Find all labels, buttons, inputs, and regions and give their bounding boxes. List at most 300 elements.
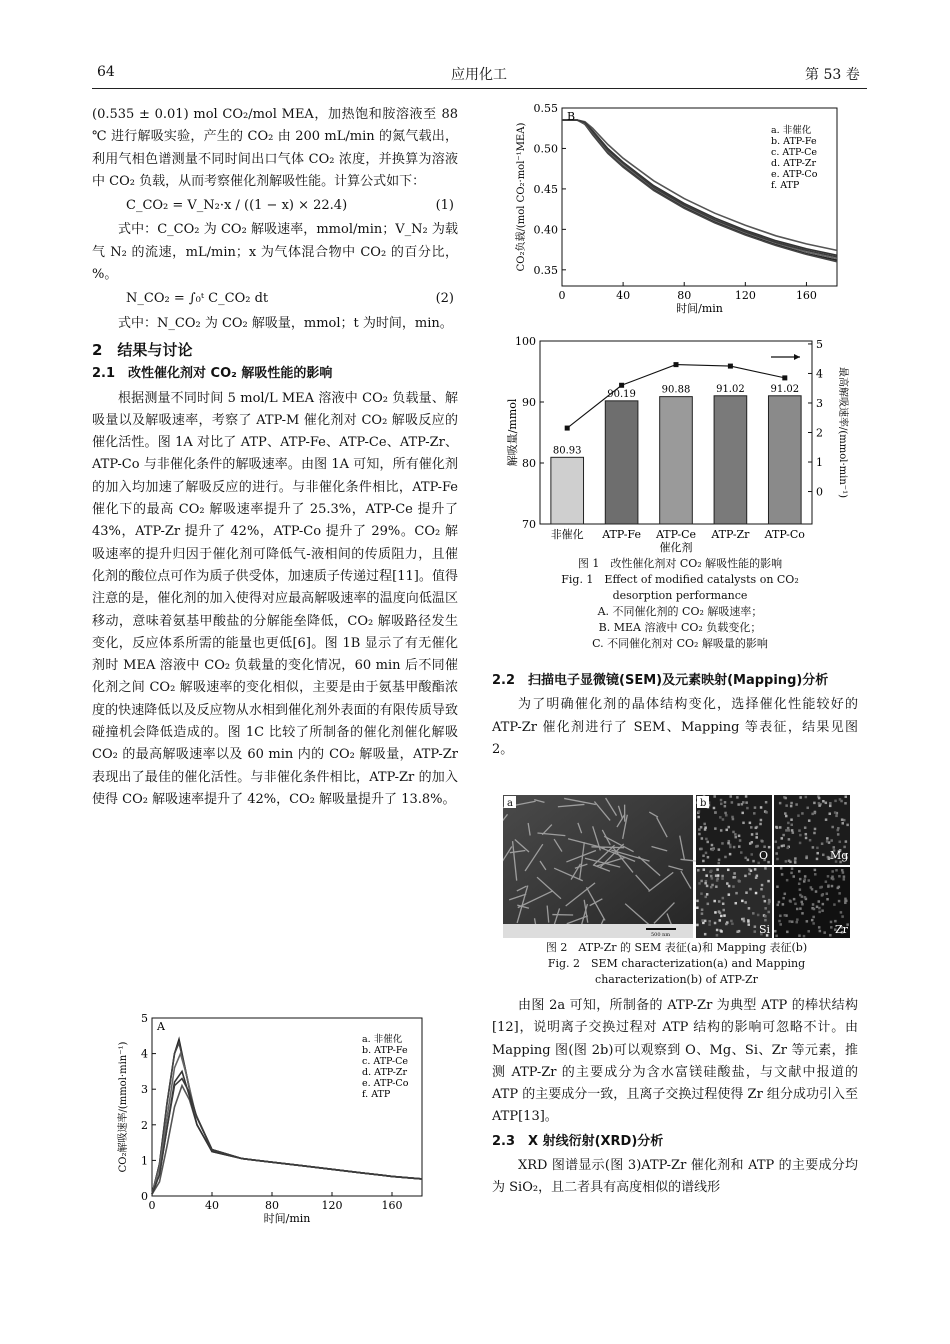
page-number: 64 [97, 64, 115, 80]
map-speckle [707, 903, 710, 906]
map-speckle [714, 827, 717, 830]
map-speckle [804, 878, 807, 881]
map-speckle [729, 853, 732, 856]
map-speckle [839, 841, 842, 844]
map-speckle [735, 892, 738, 895]
legend-entry: b. ATP-Fe [362, 1045, 408, 1056]
map-speckle [799, 907, 802, 910]
map-speckle [715, 885, 718, 888]
map-speckle [834, 811, 837, 814]
map-speckle [745, 801, 748, 804]
map-speckle [736, 930, 739, 933]
map-speckle [788, 920, 791, 923]
map-speckle [818, 911, 821, 914]
map-speckle [720, 930, 723, 933]
x-tick-label: ATP-Ce [655, 528, 697, 541]
map-speckle [790, 872, 793, 875]
map-speckle [842, 822, 845, 825]
legend-entry: a. 非催化 [362, 1034, 403, 1045]
map-speckle [706, 841, 709, 844]
map-speckle [755, 845, 758, 848]
map-speckle [729, 846, 732, 849]
map-speckle [714, 922, 717, 925]
panel-label-a: a [507, 798, 513, 809]
map-speckle [831, 826, 834, 829]
map-speckle [799, 888, 802, 891]
map-speckle [762, 895, 765, 898]
map-speckle [808, 819, 811, 822]
map-speckle [830, 926, 833, 929]
caption-en: desorption performance [612, 589, 748, 602]
map-speckle [775, 852, 778, 855]
subsection-heading: 2.3 X 射线衍射(XRD)分析 [492, 1133, 664, 1149]
map-speckle [825, 802, 828, 805]
map-speckle [727, 842, 730, 845]
map-speckle [813, 802, 816, 805]
equation-1-number: (1) [435, 198, 454, 214]
map-speckle [767, 911, 770, 914]
map-speckle [818, 802, 821, 805]
map-speckle [702, 922, 705, 925]
map-speckle [697, 816, 700, 819]
map-speckle [834, 920, 837, 923]
map-speckle [784, 812, 787, 815]
y-tick-label: 0.45 [533, 182, 558, 196]
map-speckle [781, 837, 784, 840]
map-speckle [781, 845, 784, 848]
map-speckle [732, 818, 735, 821]
y2-axis-label: 最高解吸速率/(mmol·min⁻¹) [837, 367, 848, 498]
bar-value-label: 90.88 [661, 384, 691, 396]
map-speckle [725, 829, 728, 832]
map-speckle [708, 920, 711, 923]
map-speckle [710, 870, 713, 873]
map-speckle [816, 847, 819, 850]
map-speckle [842, 871, 845, 874]
y2-tick-label: 4 [816, 367, 823, 381]
map-speckle [741, 918, 744, 921]
map-speckle [782, 903, 785, 906]
map-speckle [785, 804, 788, 807]
map-speckle [792, 875, 795, 878]
map-speckle [718, 848, 721, 851]
map-speckle [790, 802, 793, 805]
map-speckle [791, 829, 794, 832]
legend-entry: c. ATP-Ce [362, 1056, 409, 1067]
legend-entry: e. ATP-Co [771, 169, 818, 180]
x-tick-label: 80 [677, 289, 692, 302]
map-speckle [701, 919, 704, 922]
map-speckle [799, 842, 802, 845]
map-speckle [701, 837, 704, 840]
map-speckle [717, 862, 720, 865]
map-speckle [760, 840, 763, 843]
map-speckle [805, 796, 808, 799]
map-speckle [732, 885, 735, 888]
map-speckle [776, 858, 779, 861]
map-speckle [697, 869, 700, 872]
map-speckle [705, 838, 708, 841]
map-speckle [747, 920, 750, 923]
map-speckle [725, 814, 728, 817]
x-tick-label: ATP-Co [764, 528, 805, 541]
map-speckle [721, 877, 724, 880]
map-speckle [732, 831, 735, 834]
map-speckle [716, 934, 719, 937]
right-column-upper [492, 668, 858, 761]
map-speckle [764, 867, 767, 870]
map-speckle [705, 874, 708, 877]
map-speckle [738, 835, 741, 838]
bar-value-label: 80.93 [552, 445, 582, 457]
map-speckle [698, 810, 701, 813]
y-tick-label: 5 [141, 1012, 148, 1025]
map-speckle [721, 842, 724, 845]
x-tick-label: 160 [795, 289, 817, 302]
map-speckle [811, 813, 814, 816]
map-speckle [841, 869, 844, 872]
map-speckle [822, 903, 825, 906]
y-tick-label: 70 [522, 518, 536, 531]
map-speckle [823, 931, 826, 934]
map-speckle [755, 827, 758, 830]
map-speckle [754, 806, 757, 809]
map-speckle [787, 827, 790, 829]
map-speckle [745, 795, 748, 798]
map-speckle [845, 900, 848, 903]
map-speckle [834, 800, 837, 803]
map-speckle [782, 897, 785, 900]
map-speckle [753, 812, 756, 815]
map-speckle [764, 907, 767, 910]
map-speckle [767, 880, 770, 883]
map-speckle [757, 862, 760, 865]
map-speckle [713, 807, 716, 810]
map-speckle [703, 823, 706, 826]
y-axis-label: CO₂解吸速率/(mmol·min⁻¹) [118, 1041, 129, 1173]
map-speckle [711, 884, 714, 887]
map-speckle [841, 818, 844, 821]
map-speckle [749, 888, 752, 891]
map-speckle [784, 893, 787, 896]
element-label-si: Si [759, 923, 771, 936]
y2-tick-label: 3 [816, 396, 823, 410]
map-speckle [703, 868, 706, 871]
map-speckle [727, 826, 730, 829]
map-speckle [814, 828, 817, 831]
map-speckle [705, 852, 708, 855]
map-speckle [843, 878, 846, 881]
map-speckle [744, 857, 747, 860]
map-speckle [798, 934, 801, 937]
map-speckle [718, 859, 721, 862]
map-speckle [736, 796, 739, 799]
map-speckle [790, 824, 793, 827]
map-speckle [698, 833, 701, 836]
paragraph: 根据测量不同时间 5 mol/L MEA 溶液中 CO₂ 负载量、解吸量以及解吸速率，考察了 ATP-M 催化剂对 CO₂ 解吸反应的催化活性。图 1A 对比了 ATP、ATP-Fe、ATP-Ce、ATP-Zr、ATP-Co 与非催化条件的解吸速率。由图 1A 可知，所有催化剂的加入均加速了解吸反应的进行。与非催化条件相比，ATP-Fe 催化下的最高 CO₂ 解吸速率提升了 25.3%，ATP-Ce 提升了 43%，ATP-Zr 提升了 42%，ATP-Co 提升了 29%。CO₂ 解吸速率的提升归因于催化剂可降低气-液相间的传质阻力，且催化剂的酸位点可作为质子供受体，加速质子传递过程[11]。值得注意的是，催化剂的加入使得对应最高解吸速率的温度向低温区移动，意味着氨基甲酸盐的分解能垒降低，CO₂ 解吸路径发生变化，反应体系所需的能量也更低[6]。图 1B 显示了有无催化剂时 MEA 溶液中 CO₂ 负载量的变化情况，60 min 后不同催化剂之间 CO₂ 解吸速率的变化相似，主要是由于氨基甲酸酯浓度的快速降低以及反应物从水相到催化剂外表面的有限传质导致碰撞机会降低造成的。图 1C 比较了所制备的催化剂催化解吸 CO₂ 的最高解吸速率以及 60 min 内的 CO₂ 解吸量，ATP-Zr 表现出了最佳的催化活性。与非催化条件相比，ATP-Zr 的加入使得 CO₂ 解吸速率提升了 42%，CO₂ 解吸量提升了 13.8%。 [92, 390, 458, 807]
map-speckle [765, 801, 768, 804]
map-speckle [796, 908, 799, 911]
figure-1-caption [515, 556, 845, 652]
bar-value-label: 91.02 [716, 383, 745, 395]
map-speckle [806, 920, 809, 923]
map-speckle [818, 797, 821, 800]
map-speckle [784, 914, 787, 917]
map-speckle [782, 834, 785, 837]
map-speckle [698, 882, 701, 885]
y-tick-label: 0 [141, 1190, 148, 1203]
scale-bar-label: 500 nm [651, 932, 671, 938]
map-speckle [716, 929, 719, 932]
map-speckle [711, 877, 714, 880]
map-speckle [710, 886, 713, 889]
rate-point [565, 426, 570, 431]
map-speckle [779, 802, 782, 805]
y2-tick-label: 1 [816, 456, 823, 470]
volume-label: 第 53 卷 [805, 67, 860, 83]
map-speckle [747, 923, 750, 926]
map-speckle [755, 833, 758, 836]
map-speckle [733, 872, 736, 875]
map-speckle [696, 924, 699, 927]
map-speckle [801, 903, 804, 906]
map-speckle [722, 897, 725, 900]
map-speckle [711, 844, 714, 847]
map-speckle [775, 935, 778, 938]
map-speckle [791, 920, 794, 923]
map-speckle [798, 829, 801, 832]
map-speckle [845, 840, 848, 843]
map-speckle [760, 888, 763, 891]
map-speckle [719, 919, 722, 922]
bar-value-label: 91.02 [770, 383, 800, 395]
figure-2-images [503, 795, 850, 938]
legend-entry: d. ATP-Zr [771, 158, 817, 169]
map-speckle [704, 826, 707, 829]
map-speckle [815, 890, 818, 893]
map-speckle [796, 921, 799, 924]
map-speckle [729, 795, 732, 798]
map-speckle [730, 920, 733, 923]
y-axis-label: CO₂负载/(mol CO₂·mol⁻¹MEA) [516, 122, 527, 272]
map-speckle [779, 923, 782, 926]
y2-tick-label: 5 [816, 337, 823, 351]
section-heading: 2 结果与讨论 [92, 340, 193, 359]
left-column [92, 104, 458, 811]
x-tick-label: 120 [734, 289, 756, 302]
x-tick-label: 120 [321, 1199, 343, 1212]
map-speckle [754, 930, 757, 933]
map-speckle [793, 898, 796, 901]
paragraph: 由图 2a 可知，所制备的 ATP-Zr 为典型 ATP 的棒状结构[12]，说明离子交换过程对 ATP 结构的影响可忽略不计。由 Mapping 图(图 2b)可以观察到 O、Mg、Si、Zr 等元素，推测 ATP-Zr 的主要成分为含水富镁硅酸盐，与文献中报道的 ATP 的主要成分一致，且离子交换过程使得 Zr 组分成功引入至 ATP[13]。 [492, 998, 858, 1125]
map-speckle [778, 901, 781, 904]
paragraph: 式中：C_CO₂ 为 CO₂ 解吸速率，mmol/min；V_N₂ 为载气 N₂ 的流速，mL/min；x 为气体混合物中 CO₂ 的百分比，%。 [92, 222, 458, 283]
map-speckle [748, 873, 751, 876]
map-speckle [833, 903, 836, 906]
panel-letter: A [157, 1020, 165, 1033]
y-tick-label: 3 [141, 1083, 148, 1097]
map-speckle [839, 798, 842, 801]
map-speckle [720, 799, 723, 802]
map-speckle [837, 827, 840, 830]
map-speckle [701, 908, 704, 911]
map-speckle [791, 867, 794, 870]
map-speckle [785, 829, 788, 832]
map-speckle [702, 855, 705, 858]
rate-point [728, 364, 733, 369]
map-speckle [739, 839, 742, 842]
map-speckle [700, 826, 703, 829]
map-speckle [811, 919, 814, 922]
x-axis-label: 时间/min [263, 1212, 311, 1225]
y-tick-label: 90 [522, 396, 536, 409]
map-speckle [751, 833, 754, 836]
panel-letter: B [567, 110, 576, 123]
map-speckle [803, 935, 806, 938]
map-speckle [738, 845, 741, 848]
map-speckle [716, 877, 719, 880]
map-speckle [830, 921, 833, 924]
map-speckle [752, 860, 755, 863]
caption-cn: 图 1 改性催化剂对 CO₂ 解吸性能的影响 [577, 557, 783, 570]
legend-entry: b. ATP-Fe [771, 136, 817, 147]
y-tick-label: 2 [141, 1118, 148, 1132]
legend-entry: f. ATP [771, 180, 800, 191]
caption-cn: 图 2 ATP-Zr 的 SEM 表征(a)和 Mapping 表征(b) [545, 941, 808, 954]
map-speckle [831, 885, 834, 888]
map-speckle [748, 907, 751, 910]
map-speckle [818, 900, 821, 903]
map-speckle [792, 831, 795, 834]
y-tick-label: 0.35 [533, 263, 558, 277]
equation-2 [92, 288, 458, 310]
map-speckle [700, 892, 703, 895]
map-speckle [731, 923, 734, 926]
map-speckle [740, 851, 743, 854]
map-speckle [755, 892, 758, 895]
figure-1c-chart [506, 328, 851, 554]
map-speckle [798, 883, 801, 886]
map-speckle [825, 880, 828, 883]
map-speckle [786, 879, 789, 882]
map-speckle [760, 806, 763, 809]
map-speckle [805, 833, 808, 836]
map-speckle [814, 812, 817, 815]
map-speckle [831, 870, 834, 873]
map-speckle [696, 907, 699, 910]
map-speckle [804, 826, 807, 829]
map-speckle [822, 854, 825, 857]
map-speckle [781, 873, 784, 876]
y-tick-label: 100 [515, 335, 536, 348]
map-speckle [838, 900, 841, 903]
map-speckle [765, 811, 768, 814]
map-speckle [816, 858, 819, 861]
map-speckle [829, 805, 832, 808]
map-speckle [778, 920, 781, 923]
x-tick-label: ATP-Zr [711, 528, 750, 541]
subsection-heading: 2.2 扫描电子显微镜(SEM)及元素映射(Mapping)分析 [492, 673, 829, 688]
x-axis-label: 时间/min [676, 302, 723, 315]
legend-entry: a. 非催化 [771, 125, 812, 136]
map-speckle [701, 912, 704, 915]
x-tick-label: ATP-Fe [602, 528, 641, 541]
paragraph: 式中：N_CO₂ 为 CO₂ 解吸量，mmol；t 为时间，min。 [118, 315, 453, 331]
map-speckle [764, 915, 767, 918]
caption-en: Fig. 2 SEM characterization(a) and Mapping [547, 957, 806, 970]
map-speckle [829, 802, 832, 805]
map-speckle [812, 922, 815, 925]
map-speckle [752, 912, 755, 915]
map-speckle [835, 869, 838, 872]
map-speckle [816, 852, 819, 855]
map-speckle [741, 900, 744, 903]
map-speckle [722, 903, 725, 906]
paragraph: XRD 图谱显示(图 3)ATP-Zr 催化剂和 ATP 的主要成分均为 SiO₂，且二者具有高度相似的谱线形 [492, 1158, 858, 1196]
map-speckle [788, 838, 791, 841]
map-speckle [724, 801, 727, 804]
map-speckle [734, 833, 737, 836]
caption-en: characterization(b) of ATP-Zr [595, 973, 758, 986]
map-speckle [718, 900, 721, 903]
map-speckle [837, 887, 840, 890]
map-speckle [704, 933, 707, 936]
map-speckle [744, 901, 747, 904]
map-speckle [821, 842, 824, 845]
paragraph: 为了明确催化剂的晶体结构变化，选择催化性能较好的 ATP-Zr 催化剂进行了 SEM、Mapping 等表征，结果见图 2。 [492, 697, 858, 757]
map-speckle [787, 822, 790, 825]
y-axis-label: 解吸量/mmol [506, 398, 519, 467]
map-speckle [746, 807, 749, 810]
map-speckle [794, 861, 797, 864]
map-speckle [779, 915, 782, 918]
map-speckle [704, 896, 707, 899]
element-label-o: O [759, 849, 769, 862]
map-speckle [720, 803, 723, 806]
map-speckle [789, 900, 792, 903]
x-axis-label: 催化剂 [659, 541, 693, 554]
map-speckle [728, 893, 731, 896]
map-speckle [812, 903, 815, 906]
map-speckle [757, 914, 760, 917]
map-speckle [806, 807, 809, 810]
map-speckle [768, 846, 771, 849]
map-speckle [827, 875, 830, 878]
map-speckle [713, 795, 716, 798]
map-speckle [763, 846, 766, 849]
map-speckle [738, 880, 741, 883]
map-speckle [813, 908, 816, 911]
map-speckle [830, 839, 833, 842]
map-speckle [826, 892, 829, 895]
y-tick-label: 80 [522, 457, 536, 470]
map-speckle [788, 829, 791, 832]
map-speckle [785, 815, 788, 818]
map-speckle [777, 846, 780, 849]
map-speckle [822, 800, 825, 803]
legend-entry: d. ATP-Zr [362, 1067, 408, 1078]
map-speckle [814, 873, 817, 876]
map-speckle [843, 846, 846, 849]
map-speckle [737, 803, 740, 806]
map-speckle [696, 900, 699, 903]
map-speckle [827, 885, 830, 888]
y-tick-label: 0.55 [533, 102, 558, 115]
map-speckle [801, 912, 804, 915]
map-speckle [704, 882, 707, 885]
y-tick-label: 0.40 [533, 223, 558, 237]
bar-value-label: 90.19 [607, 388, 636, 400]
